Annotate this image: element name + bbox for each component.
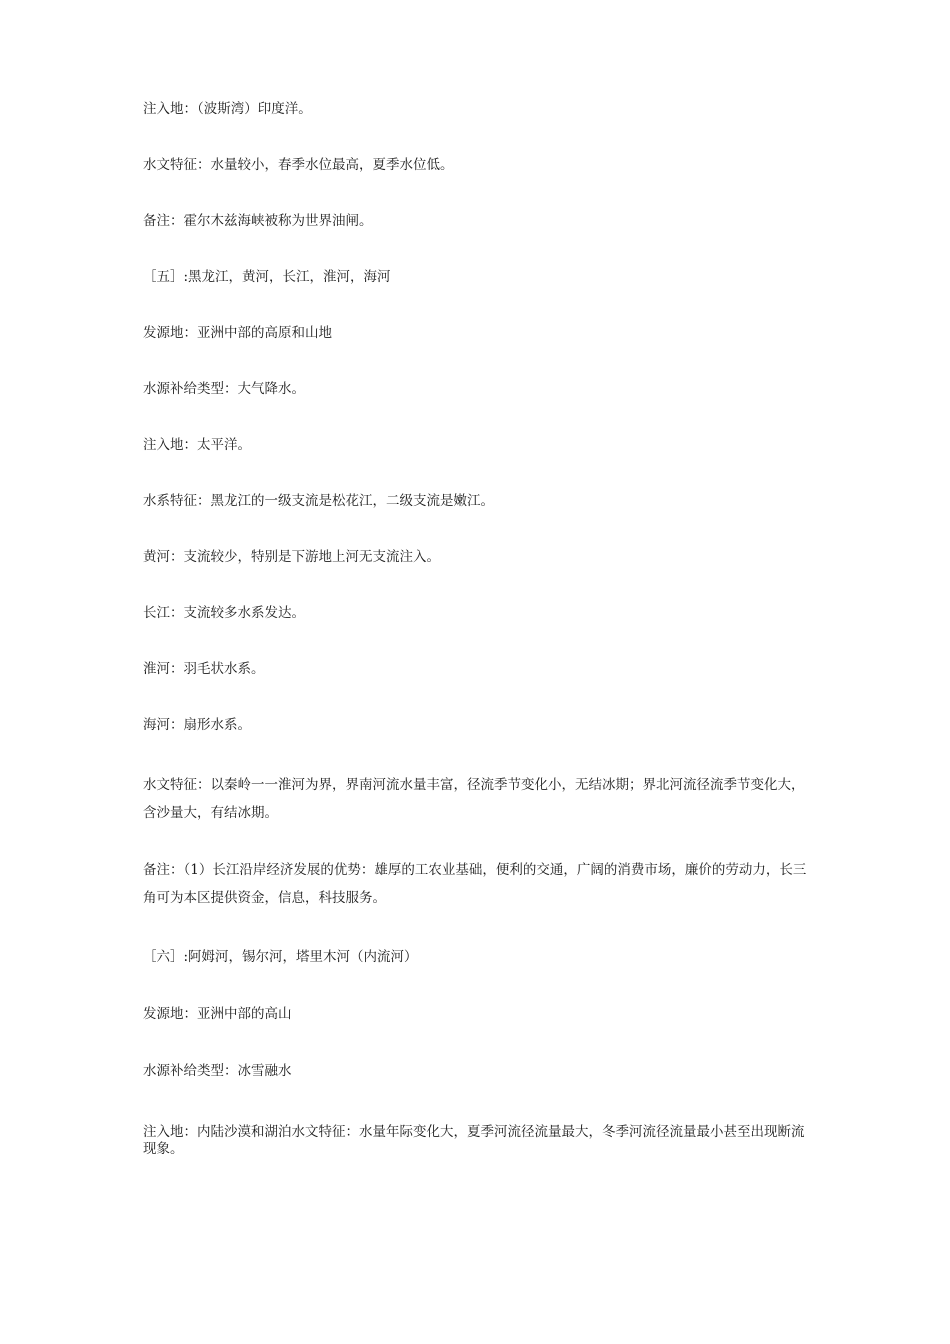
paragraph-huai-river: 淮河：羽毛状水系。 [143,661,265,677]
paragraph-hai-river: 海河：扇形水系。 [143,717,251,733]
paragraph-hydrology-qinling: 水文特征：以秦岭一一淮河为界，界南河流水量丰富，径流季节变化小，无结冰期；界北河流径流季节变化大，含沙量大，有结冰期。 [143,777,805,821]
paragraph-source-six: 发源地：亚洲中部的高山 [143,1006,292,1022]
paragraph-supply-five: 水源补给类型：大气降水。 [143,381,305,397]
paragraph-yellow-river: 黄河：支流较少，特别是下游地上河无支流注入。 [143,549,440,565]
paragraph-source-five: 发源地：亚洲中部的高原和山地 [143,325,332,341]
paragraph-system-heilongjiang: 水系特征：黑龙江的一级支流是松花江，二级支流是嫩江。 [143,493,494,509]
paragraph-hydrology-1: 水文特征：水量较小，春季水位最高，夏季水位低。 [143,157,454,173]
section-heading-six: ［六］:阿姆河，锡尔河，塔里木河（内流河） [143,949,418,965]
paragraph-inflow-pacific: 注入地：太平洋。 [143,437,251,453]
paragraph-yangtze: 长江：支流较多水系发达。 [143,605,305,621]
section-heading-five: ［五］:黑龙江，黄河，长江，淮河，海河 [143,269,391,285]
paragraph-inflow-persian-gulf: 注入地：（波斯湾）印度洋。 [143,101,312,117]
paragraph-note-yangtze-economy: 备注：（1）长江沿岸经济发展的优势：雄厚的工农业基础，便利的交通，广阔的消费市场，廉价的劳动力，长三角可为本区提供资金，信息，科技服务。 [143,862,807,906]
paragraph-inflow-inland: 注入地：内陆沙漠和湖泊水文特征：水量年际变化大，夏季河流径流量最大，冬季河流径流量最小甚至出现断流现象。 [143,1124,805,1157]
paragraph-supply-six: 水源补给类型：冰雪融水 [143,1063,292,1079]
paragraph-note-hormuz: 备注：霍尔木兹海峡被称为世界油闸。 [143,213,373,229]
